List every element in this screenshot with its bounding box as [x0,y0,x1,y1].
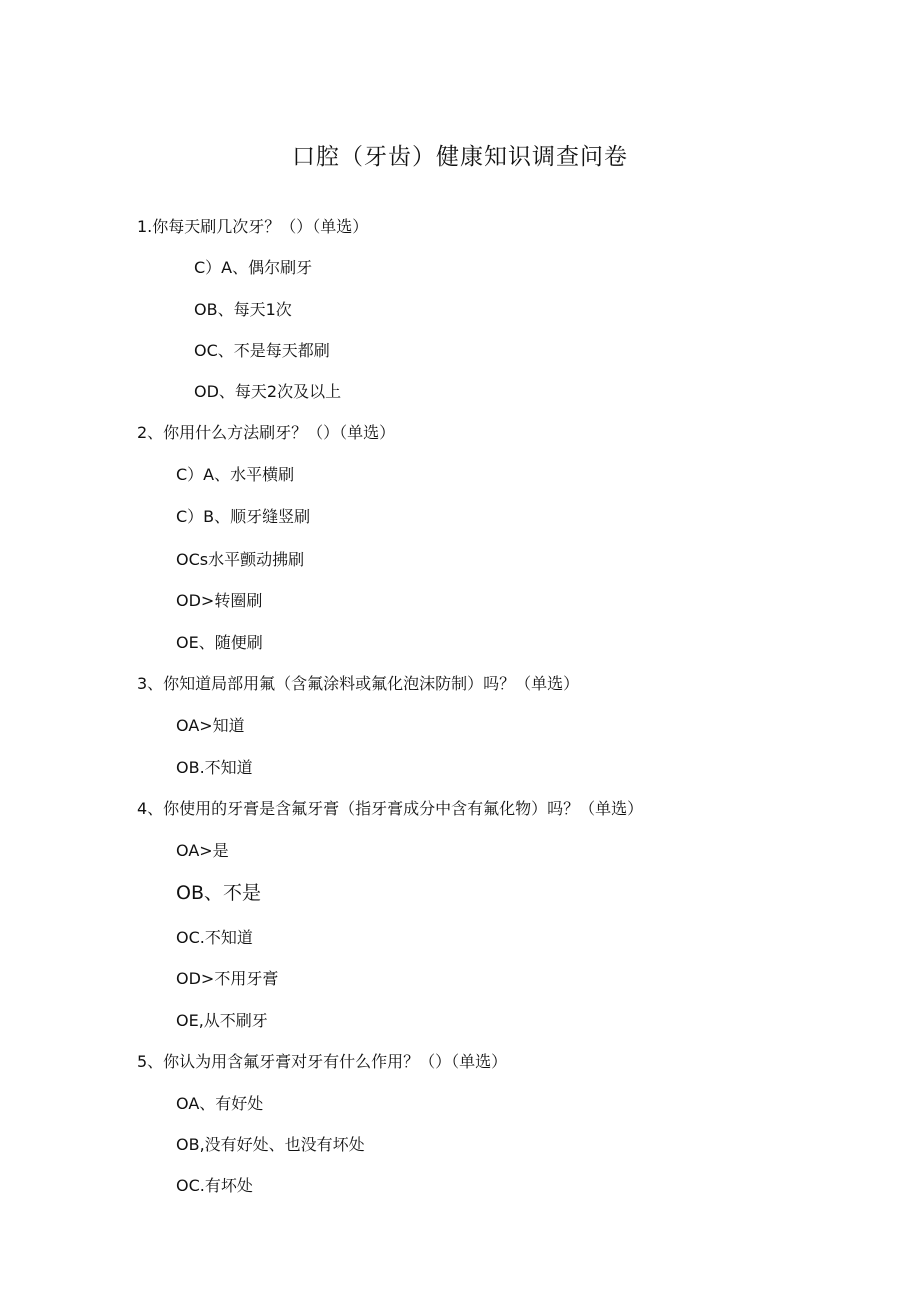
question-2: 2、你用什么方法刷牙？（）（单选） [137,423,396,442]
q4-option-d[interactable]: OD>不用牙膏 [176,969,279,988]
q1-option-b[interactable]: OB、每天1次 [194,300,292,319]
question-4: 4、你使用的牙膏是含氟牙膏（指牙膏成分中含有氟化物）吗？（单选） [137,799,644,818]
q3-option-b[interactable]: OB.不知道 [176,758,253,777]
q1-option-d[interactable]: OD、每天2次及以上 [194,382,342,401]
question-1: 1.你每天刷几次牙？（）（单选） [137,217,369,236]
question-3: 3、你知道局部用氟（含氟涂料或氟化泡沫防制）吗？（单选） [137,674,580,693]
q4-option-a[interactable]: OA>是 [176,841,229,860]
q2-option-c[interactable]: OCs水平颤动拂刷 [176,550,305,569]
q4-option-b[interactable]: OB、不是 [176,882,261,904]
q3-option-a[interactable]: OA>知道 [176,716,245,735]
q1-option-c[interactable]: OC、不是每天都刷 [194,341,330,360]
question-5: 5、你认为用含氟牙膏对牙有什么作用？（）（单选） [137,1052,508,1071]
q5-option-c[interactable]: OC.有坏处 [176,1176,253,1195]
page-title: 口腔（牙齿）健康知识调查问卷 [292,144,628,170]
q5-option-a[interactable]: OA、有好处 [176,1094,264,1113]
q5-option-b[interactable]: OB,没有好处、也没有坏处 [176,1135,365,1154]
q4-option-e[interactable]: OE,从不刷牙 [176,1011,268,1030]
q1-option-a[interactable]: C）A、偶尔刷牙 [194,258,313,277]
q2-option-e[interactable]: OE、随便刷 [176,633,263,652]
q2-option-a[interactable]: C）A、水平横刷 [176,465,295,484]
q2-option-b[interactable]: C）B、顺牙缝竖刷 [176,507,311,526]
q2-option-d[interactable]: OD>转圈刷 [176,591,263,610]
q4-option-c[interactable]: OC.不知道 [176,928,253,947]
